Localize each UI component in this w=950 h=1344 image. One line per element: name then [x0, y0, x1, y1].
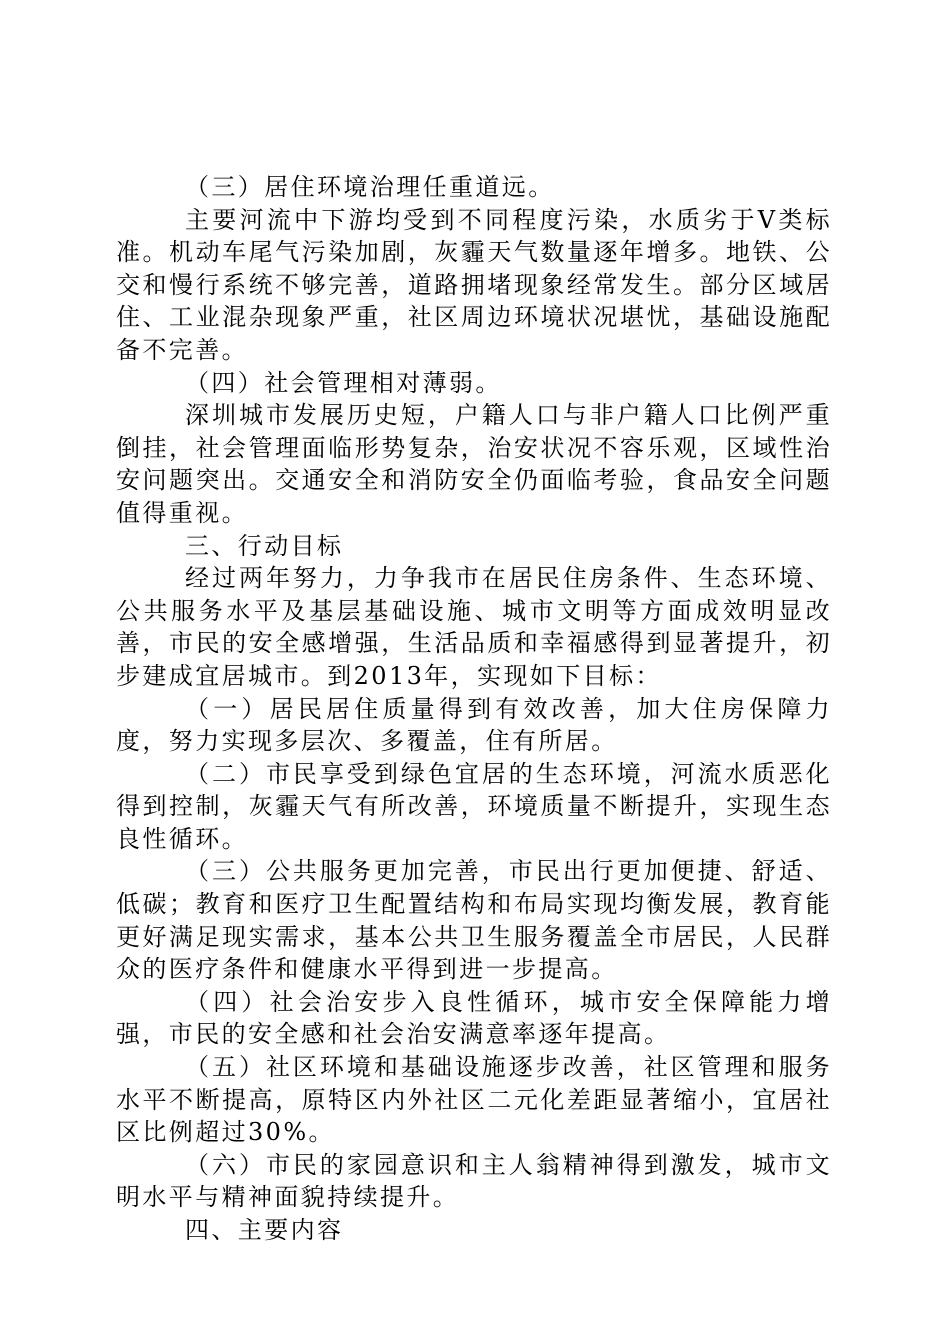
goal-item-3: （三）公共服务更加完善，市民出行更加便捷、舒适、低碳；教育和医疗卫生配置结构和布局实现均衡发展，教育能更好满足现实需求，基本公共卫生服务覆盖全市居民，人民群众的医疗条件和健康水平得到进一步提高。 — [116, 857, 832, 984]
subheading-residential-environment: （三）居住环境治理任重道远。 — [185, 173, 555, 201]
goal-item-4: （四）社会治安步入良性循环，城市安全保障能力增强，市民的安全感和社会治安满意率逐年提高。 — [116, 987, 832, 1049]
subheading-social-management: （四）社会管理相对薄弱。 — [185, 368, 502, 397]
paragraph-action-goals-intro: 经过两年努力，力争我市在居民住房条件、生态环境、公共服务水平及基层基础设施、城市文明等方面成效明显改善，市民的安全感增强，生活品质和幸福感得到显著提升，初步建成宜居城市。到2013年，实现如下目标： — [116, 564, 832, 690]
document-body — [116, 171, 832, 1247]
goal-item-5: （五）社区环境和基础设施逐步改善，社区管理和服务水平不断提高，原特区内外社区二元化差距显著缩小，宜居社区比例超过30%。 — [116, 1053, 832, 1147]
goal-item-6: （六）市民的家园意识和主人翁精神得到激发，城市文明水平与精神面貌持续提升。 — [116, 1150, 832, 1212]
section-heading-action-goals: 三、行动目标 — [185, 531, 344, 560]
goal-item-2: （二）市民享受到绿色宜居的生态环境，河流水质恶化得到控制，灰霾天气有所改善，环境质量不断提升，实现生态良性循环。 — [116, 759, 832, 853]
paragraph-social-management-problems: 深圳城市发展历史短，户籍人口与非户籍人口比例严重倒挂，社会管理面临形势复杂，治安状况不容乐观，区域性治安问题突出。交通安全和消防安全仍面临考验，食品安全问题值得重视。 — [116, 401, 832, 527]
goal-item-1: （一）居民居住质量得到有效改善，加大住房保障力度，努力实现多层次、多覆盖，住有所居。 — [116, 694, 832, 756]
section-heading-main-content: 四、主要内容 — [185, 1216, 344, 1244]
paragraph-environment-problems: 主要河流中下游均受到不同程度污染，水质劣于Ⅴ类标准。机动车尾气污染加剧，灰霾天气数量逐年增多。地铁、公交和慢行系统不够完善，道路拥堵现象经常发生。部分区域居住、工业混杂现象严重，社区周边环境状况堪忧，基础设施配备不完善。 — [116, 205, 832, 364]
